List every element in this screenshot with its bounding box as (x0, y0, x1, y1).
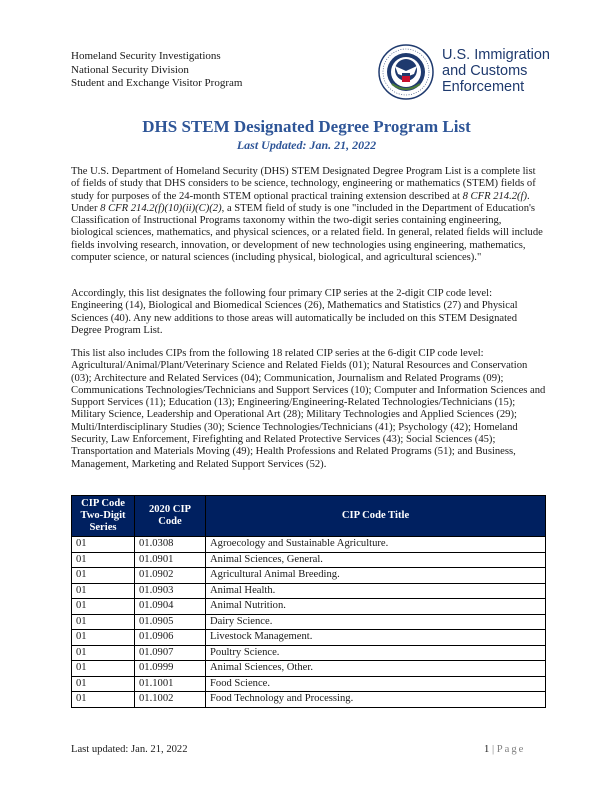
page-label: Page (496, 744, 526, 755)
code-cell: 01.0308 (135, 537, 206, 553)
table-row (72, 645, 546, 661)
agency-line-2: and Customs (442, 63, 528, 79)
page-subtitle: Last Updated: Jan. 21, 2022 (236, 138, 377, 152)
title-cell: Food Science. (206, 676, 546, 692)
title-cell: Livestock Management. (206, 630, 546, 646)
series-cell: 01 (72, 583, 135, 599)
series-cell: 01 (72, 692, 135, 708)
agency-line-1: U.S. Immigration (442, 47, 550, 63)
series-cell: 01 (72, 599, 135, 615)
title-cell: Agricultural Animal Breeding. (206, 568, 546, 584)
header-two-digit-series: CIP Code Two-Digit Series (72, 496, 135, 537)
code-cell: 01.1001 (135, 676, 206, 692)
code-cell: 01.0904 (135, 599, 206, 615)
series-cell: 01 (72, 537, 135, 553)
cfr-reference-1: 8 CFR 214.2(f) (462, 190, 528, 202)
series-cell: 01 (72, 661, 135, 677)
code-cell: 01.0999 (135, 661, 206, 677)
title-cell: Animal Nutrition. (206, 599, 546, 615)
header-cip-code: 2020 CIP Code (135, 496, 206, 537)
code-cell: 01.0903 (135, 583, 206, 599)
table-row (72, 692, 546, 708)
title-cell: Poultry Science. (206, 645, 546, 661)
table-row (72, 599, 546, 615)
table-header-row (72, 496, 546, 537)
page-indicator (484, 744, 525, 755)
org-line-sevp: Student and Exchange Visitor Program (71, 77, 243, 89)
series-cell: 01 (72, 552, 135, 568)
intro-text-b: . Under (71, 190, 530, 214)
org-line-hsi: Homeland Security Investigations (71, 50, 221, 62)
agency-name (442, 47, 550, 95)
title-cell: Dairy Science. (206, 614, 546, 630)
title-cell: Animal Sciences, Other. (206, 661, 546, 677)
footer-last-updated: Last updated: Jan. 21, 2022 (71, 744, 188, 755)
title-cell: Animal Health. (206, 583, 546, 599)
title-cell: Animal Sciences, General. (206, 552, 546, 568)
org-line-nsd: National Security Division (71, 63, 189, 76)
org-header (71, 50, 242, 91)
title-cell: Agroecology and Sustainable Agriculture. (206, 537, 546, 553)
table-row (72, 537, 546, 553)
code-cell: 01.0907 (135, 645, 206, 661)
code-cell: 01.0906 (135, 630, 206, 646)
code-cell: 01.1002 (135, 692, 206, 708)
table-row (72, 614, 546, 630)
primary-series-paragraph: Accordingly, this list designates the following four primary CIP series at the 2-digit CIP code level: Engineering (14), Biological and Biomedical Sciences (26), Mathematics and Statistics (27) and Physical Sciences (40). Any new additions to those areas will automatically be included on this STEM Designated Degree Program List. (71, 288, 518, 336)
intro-paragraph (71, 166, 546, 264)
table-row (72, 583, 546, 599)
intro-text-a: The U.S. Department of Homeland Security (DHS) STEM Designated Degree Program List is a complete list of fields of study that DHS considers to be science, technology, engineering or mathematics (STEM) fields of study for purposes of the 24-month STEM optional practical training extension described at (71, 166, 536, 202)
code-cell: 01.0901 (135, 552, 206, 568)
cip-table (71, 495, 546, 708)
code-cell: 01.0902 (135, 568, 206, 584)
series-cell: 01 (72, 614, 135, 630)
title-cell: Food Technology and Processing. (206, 692, 546, 708)
table-row (72, 552, 546, 568)
table-body (72, 537, 546, 708)
table-row (72, 661, 546, 677)
table-row (72, 568, 546, 584)
series-cell: 01 (72, 645, 135, 661)
cfr-reference-2: 8 CFR 214.2(f)(10)(ii)(C)(2) (100, 202, 222, 214)
table-row (72, 676, 546, 692)
agency-line-3: Enforcement (442, 79, 525, 95)
page-number: 1 (484, 744, 490, 755)
related-series-paragraph: This list also includes CIPs from the following 18 related CIP series at the 6-digit CIP code level: Agricultural/Animal/Plant/Veterinary Science and Related Fields (01); Natural Resources and Conservation (03); Architecture and Related Services (04); Communication, Journalism and Related Programs (09); Communications Technologies/Technicians and Support Services (10); Computer and Information Sciences and Support Services (11); Education (13); Engineering/Engineering-Related Technologies/Technicians (15); Military Science, Leadership and Operational Art (28); Military Technologies and Applied Sciences (29); Multi/Interdisciplinary Studies (30); Science Technologies/Technicians (41); Psychology (42); Homeland Security, Law Enforcement, Firefighting and Related Protective Services (43); Social Sciences (45); Transportation and Materials Moving (49); Health Professions and Related Programs (51); and Business, Management, Marketing and Related Support Services (52). (71, 348, 546, 470)
series-cell: 01 (72, 568, 135, 584)
table-row (72, 630, 546, 646)
page-separator: | (491, 744, 495, 755)
dhs-seal-icon (378, 44, 434, 100)
page-title: DHS STEM Designated Degree Program List (142, 117, 471, 136)
series-cell: 01 (72, 676, 135, 692)
intro-text-c: , a STEM field of study is one "included in the Department of Education's Classification of Instructional Programs taxonomy within the two-digit series containing engineering, biological sciences, mathematics, and physical sciences, or a related field. In general, related fields will include fields involving research, innovation, or development of new technologies using engineering, mathematics, computer science, or natural sciences (including physical, biological, and agricultural sciences)." (71, 202, 543, 264)
series-cell: 01 (72, 630, 135, 646)
code-cell: 01.0905 (135, 614, 206, 630)
header-cip-title: CIP Code Title (206, 496, 546, 537)
